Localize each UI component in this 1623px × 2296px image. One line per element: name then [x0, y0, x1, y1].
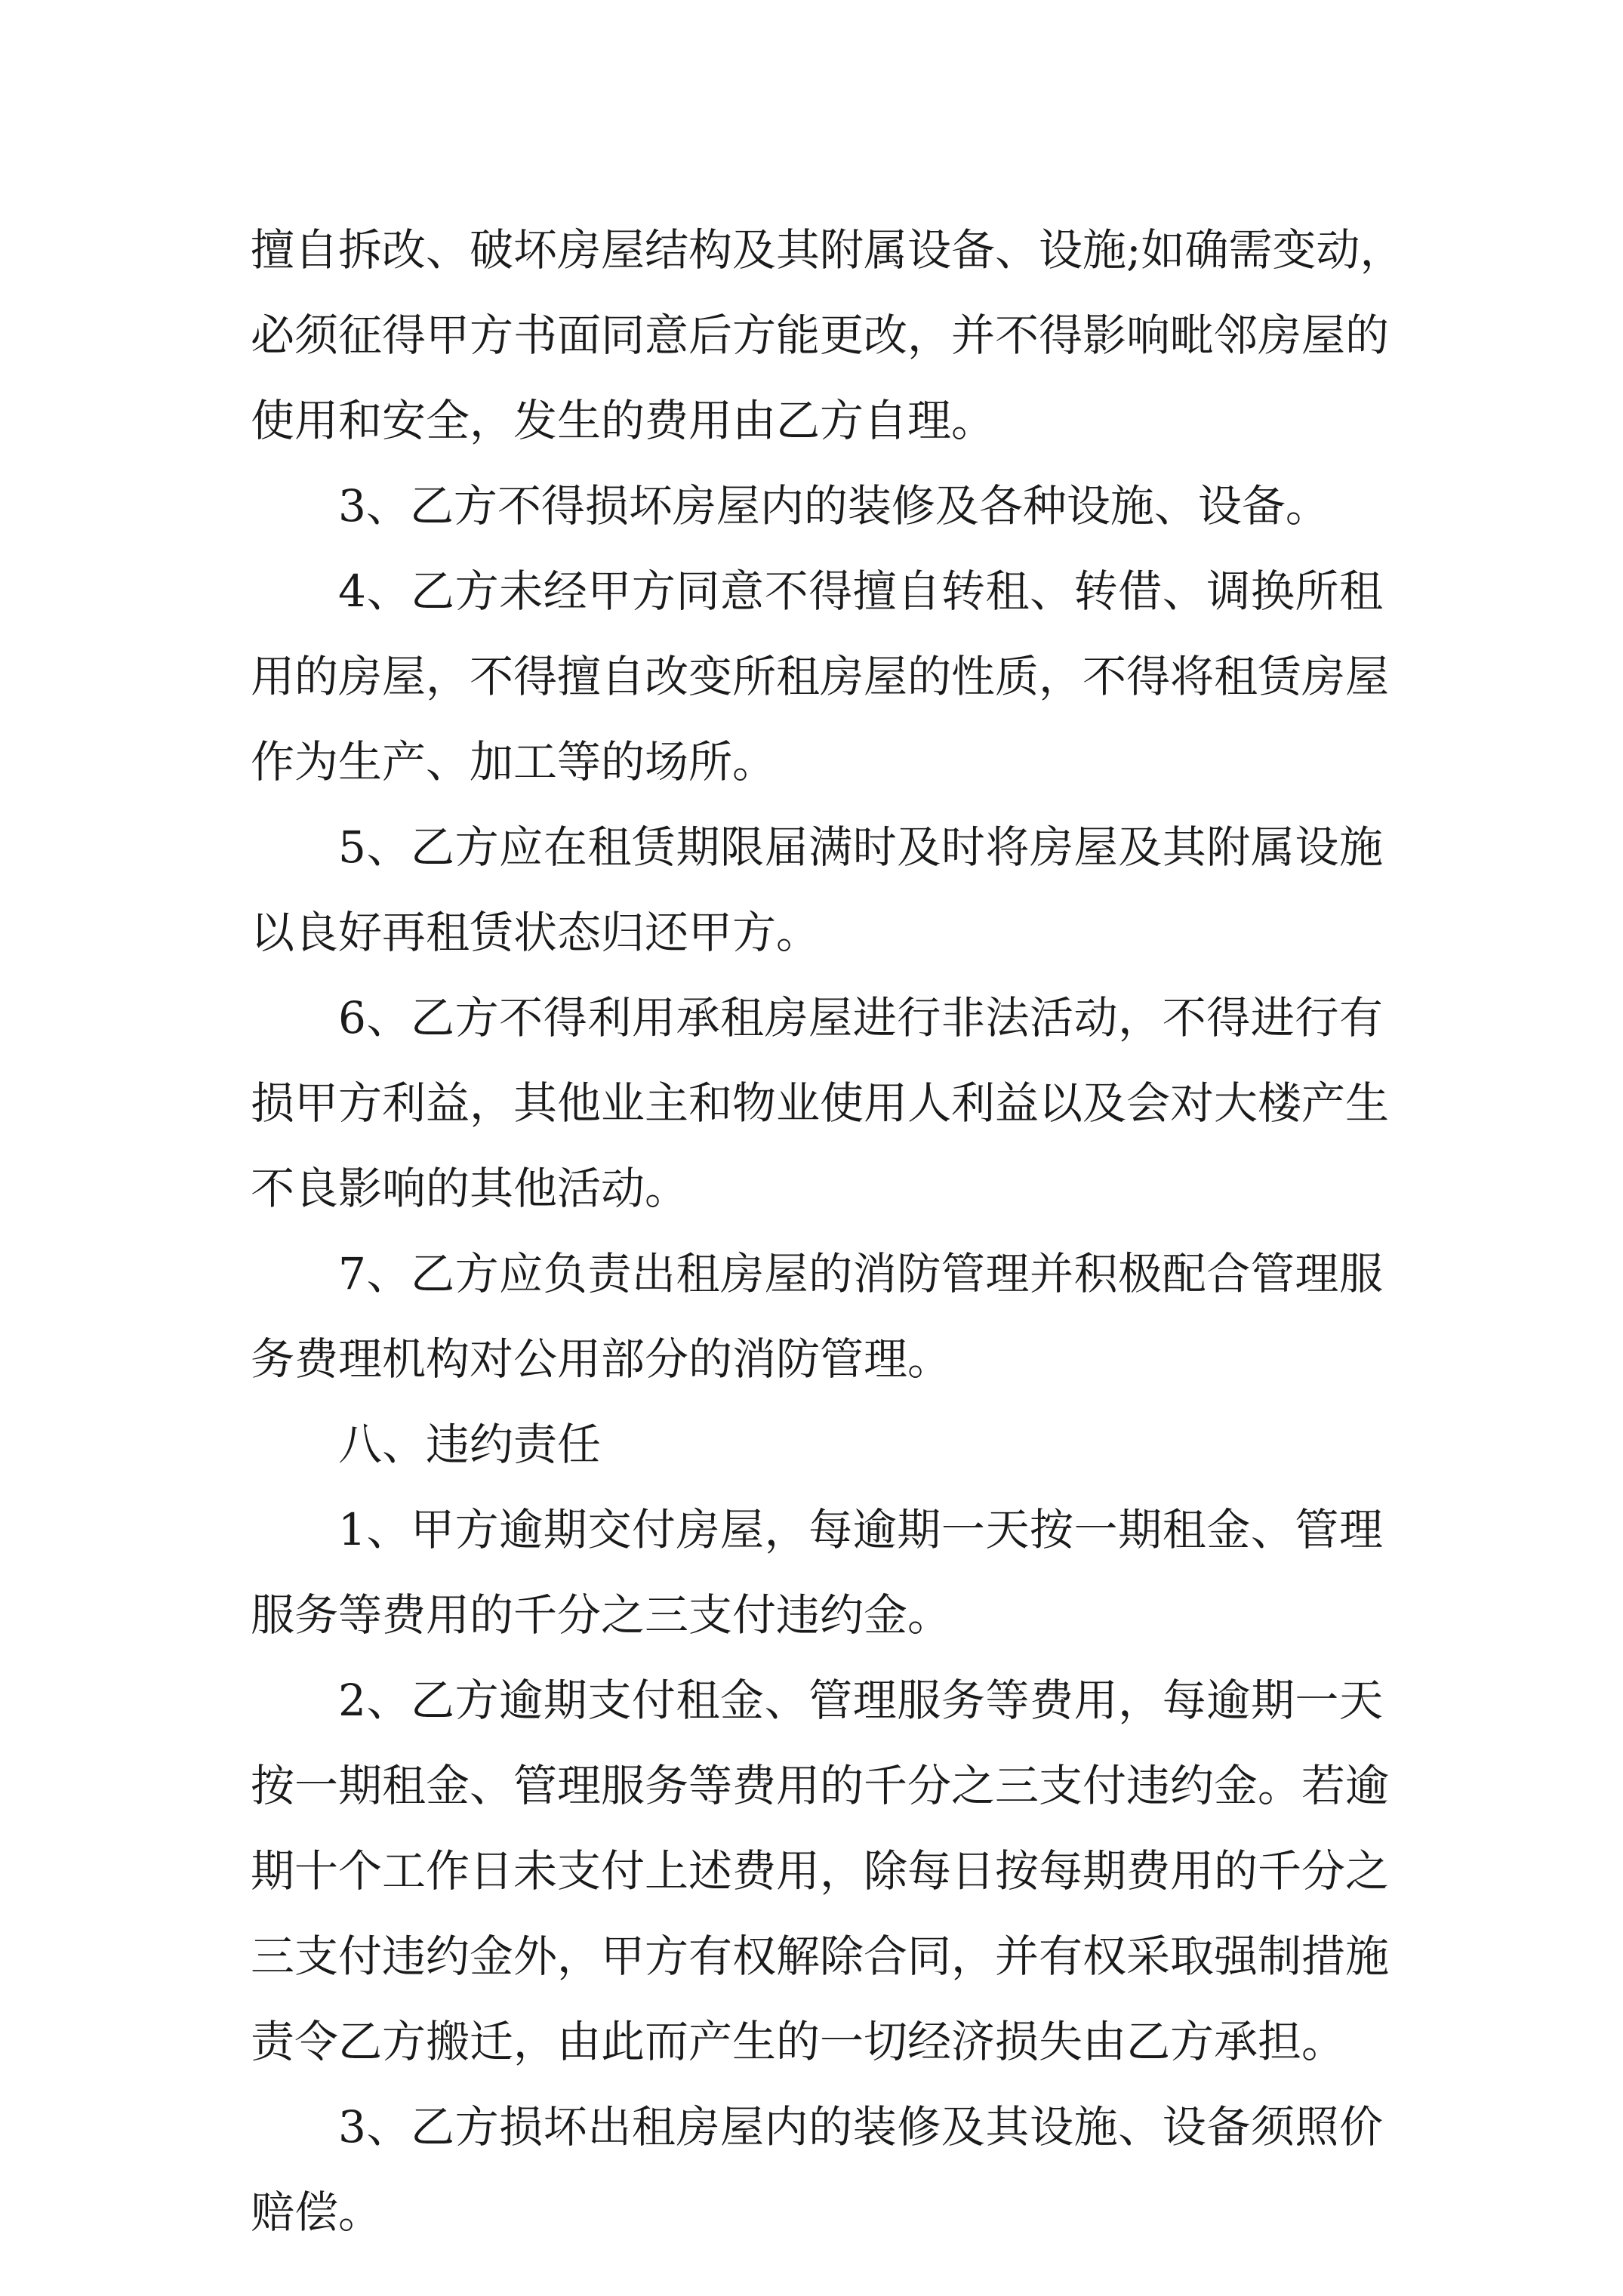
text-line: 三支付违约金外，甲方有权解除合同，并有权采取强制措施 [251, 1931, 1390, 1982]
text-line: 八、违约责任 [338, 1419, 602, 1470]
text-line: 损甲方利益，其他业主和物业使用人利益以及会对大楼产生 [251, 1077, 1390, 1129]
text-line: 1、甲方逾期交付房屋，每逾期一天按一期租金、管理 [338, 1504, 1383, 1555]
document-body [251, 208, 1404, 2255]
text-line: 必须征得甲方书面同意后方能更改，并不得影响毗邻房屋的 [251, 310, 1390, 361]
text-line: 服务等费用的千分之三支付违约金。 [251, 1589, 952, 1641]
text-line: 按一期租金、管理服务等费用的千分之三支付违约金。若逾 [251, 1760, 1390, 1811]
text-line: 6、乙方不得利用承租房屋进行非法活动，不得进行有 [338, 992, 1383, 1043]
text-line: 务费理机构对公用部分的消防管理。 [251, 1333, 952, 1385]
text-line: 5、乙方应在租赁期限届满时及时将房屋及其附属设施 [338, 821, 1383, 873]
text-line: 3、乙方不得损坏房屋内的装修及各种设施、设备。 [338, 480, 1329, 532]
text-line: 以良好再租赁状态归还甲方。 [251, 907, 821, 958]
text-line: 期十个工作日未支付上述费用，除每日按每期费用的千分之 [251, 1845, 1390, 1897]
text-line: 2、乙方逾期支付租金、管理服务等费用，每逾期一天 [338, 1675, 1383, 1726]
text-line: 赔偿。 [251, 2187, 383, 2238]
text-line: 3、乙方损坏出租房屋内的装修及其设施、设备须照价 [338, 2101, 1383, 2153]
text-line: 4、乙方未经甲方同意不得擅自转租、转借、调换所租 [338, 566, 1383, 617]
text-line: 责令乙方搬迁，由此而产生的一切经济损失由乙方承担。 [251, 2016, 1346, 2067]
text-line: 作为生产、加工等的场所。 [251, 736, 777, 787]
text-line: 用的房屋，不得擅自改变所租房屋的性质，不得将租赁房屋 [251, 651, 1390, 702]
text-line: 使用和安全，发生的费用由乙方自理。 [251, 395, 996, 446]
text-line: 7、乙方应负责出租房屋的消防管理并积极配合管理服 [338, 1248, 1383, 1299]
text-line: 擅自拆改、破坏房屋结构及其附属设备、设施;如确需变动， [251, 224, 1404, 276]
text-line: 不良影响的其他活动。 [251, 1163, 689, 1214]
